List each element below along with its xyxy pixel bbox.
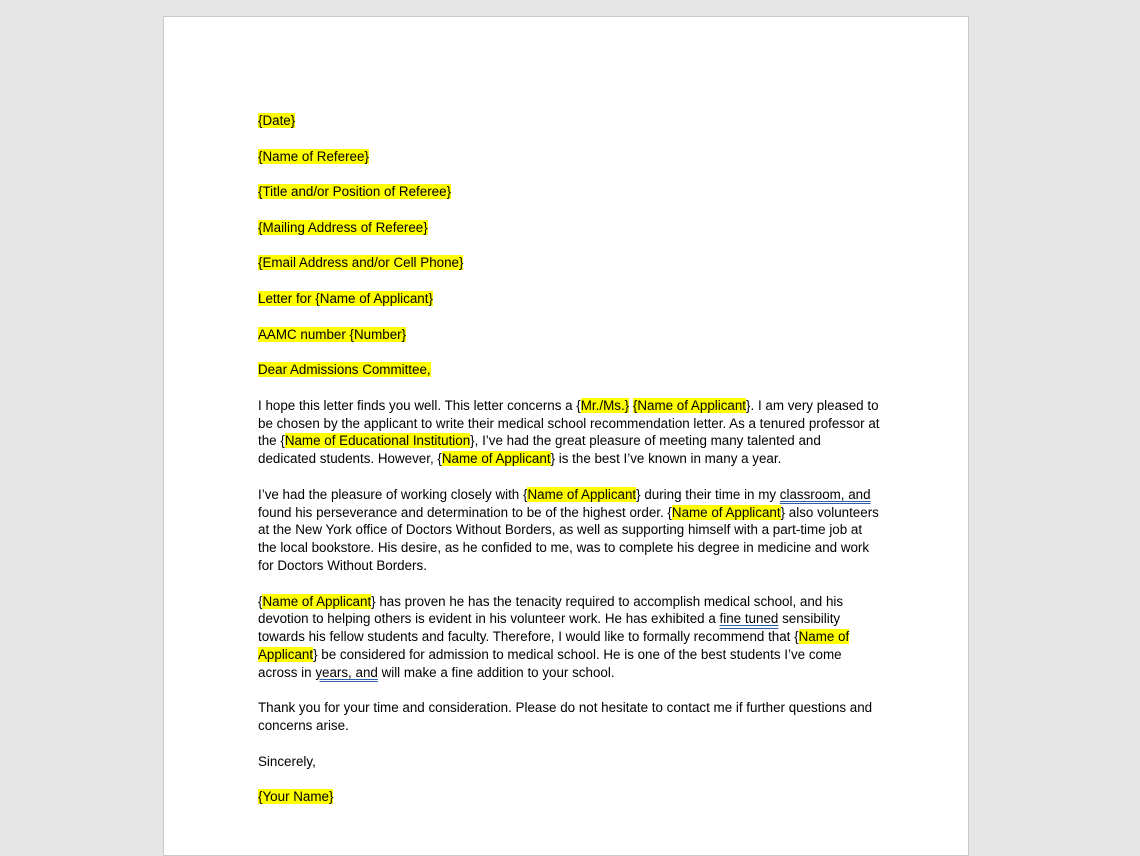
applicant-name-placeholder: Name of Applicant <box>527 486 637 502</box>
letter-for-line <box>258 290 882 308</box>
text-run: }, I’ve had the great pleasure of meeting many talented and dedicated students. However, { <box>258 433 821 467</box>
grammar-suggestion[interactable]: fine tuned <box>719 611 779 627</box>
text-run: } during their time in my <box>636 486 780 502</box>
referee-title-placeholder: {Title and/or Position of Referee} <box>258 184 452 200</box>
salutation-line <box>258 361 882 379</box>
aamc-number-line <box>258 326 882 344</box>
applicant-name-placeholder: Name of Applicant <box>671 504 781 520</box>
signature-line <box>258 788 882 806</box>
letter-for-placeholder: Letter for {Name of Applicant} <box>258 290 433 306</box>
text-run: } is the best I’ve known in many a year. <box>550 451 782 467</box>
signature-placeholder: {Your Name} <box>258 789 334 805</box>
title-placeholder: Mr./Ms.} <box>580 397 630 413</box>
grammar-suggestion[interactable]: years, and <box>315 664 378 680</box>
text-run: I’ve had the pleasure of working closely with { <box>258 486 528 502</box>
applicant-name-placeholder: Name of Applicant <box>262 593 372 609</box>
referee-contact-placeholder: {Email Address and/or Cell Phone} <box>258 255 464 271</box>
applicant-name-placeholder: Name of Applicant <box>441 451 551 467</box>
paragraph-recommendation <box>258 593 882 682</box>
text-run: will make a fine addition to your school. <box>377 664 615 680</box>
text-run: }. I am very pleased to be chosen by the applicant to write their medical school recommendation letter. As a tenured professor at the { <box>258 397 880 449</box>
text-run: } has proven he has the tenacity required to accomplish medical school, and his devotion to helping others is evident in his volunteer work. He has exhibited a <box>258 593 844 627</box>
referee-title-line <box>258 183 882 201</box>
applicant-name-placeholder: Name of Applicant <box>258 629 850 662</box>
referee-address-line <box>258 219 882 237</box>
paragraph-thanks: Thank you for your time and consideration. Please do not hesitate to contact me if further questions and concerns arise. <box>258 700 873 734</box>
text-run: sensibility towards his fellow students and faculty. Therefore, I would like to formally recommend that { <box>258 611 841 645</box>
text-run: I hope this letter finds you well. This letter concerns a { <box>258 397 581 413</box>
referee-address-placeholder: {Mailing Address of Referee} <box>258 219 428 235</box>
referee-name-line <box>258 148 882 166</box>
applicant-name-placeholder: {Name of Applicant <box>632 397 747 413</box>
document-body[interactable] <box>258 112 882 824</box>
date-placeholder: {Date} <box>258 113 296 128</box>
salutation: Dear Admissions Committee, <box>258 362 431 378</box>
text-run: found his perseverance and determination to be of the highest order. { <box>258 504 672 520</box>
text-run: { <box>258 593 263 609</box>
document-page <box>163 16 969 856</box>
closing: Sincerely, <box>258 753 316 769</box>
text-run: } also volunteers at the New York office of Doctors Without Borders, as well as supporting himself with a part-time job at the local bookstore. His desire, as he confided to me, was to complete his degree in medicine and work for Doctors Without Borders. <box>258 504 879 573</box>
institution-placeholder: Name of Educational Institution <box>284 433 471 449</box>
paragraph-intro <box>258 397 882 468</box>
text-run: } be considered for admission to medical school. He is one of the best students I’ve come across in <box>258 646 842 680</box>
aamc-number-placeholder: AAMC number {Number} <box>258 326 407 342</box>
paragraph-experience <box>258 486 882 575</box>
grammar-suggestion[interactable]: classroom, and <box>779 486 871 502</box>
date-line <box>258 112 882 130</box>
referee-name-placeholder: {Name of Referee} <box>258 148 369 164</box>
referee-contact-line <box>258 254 882 272</box>
